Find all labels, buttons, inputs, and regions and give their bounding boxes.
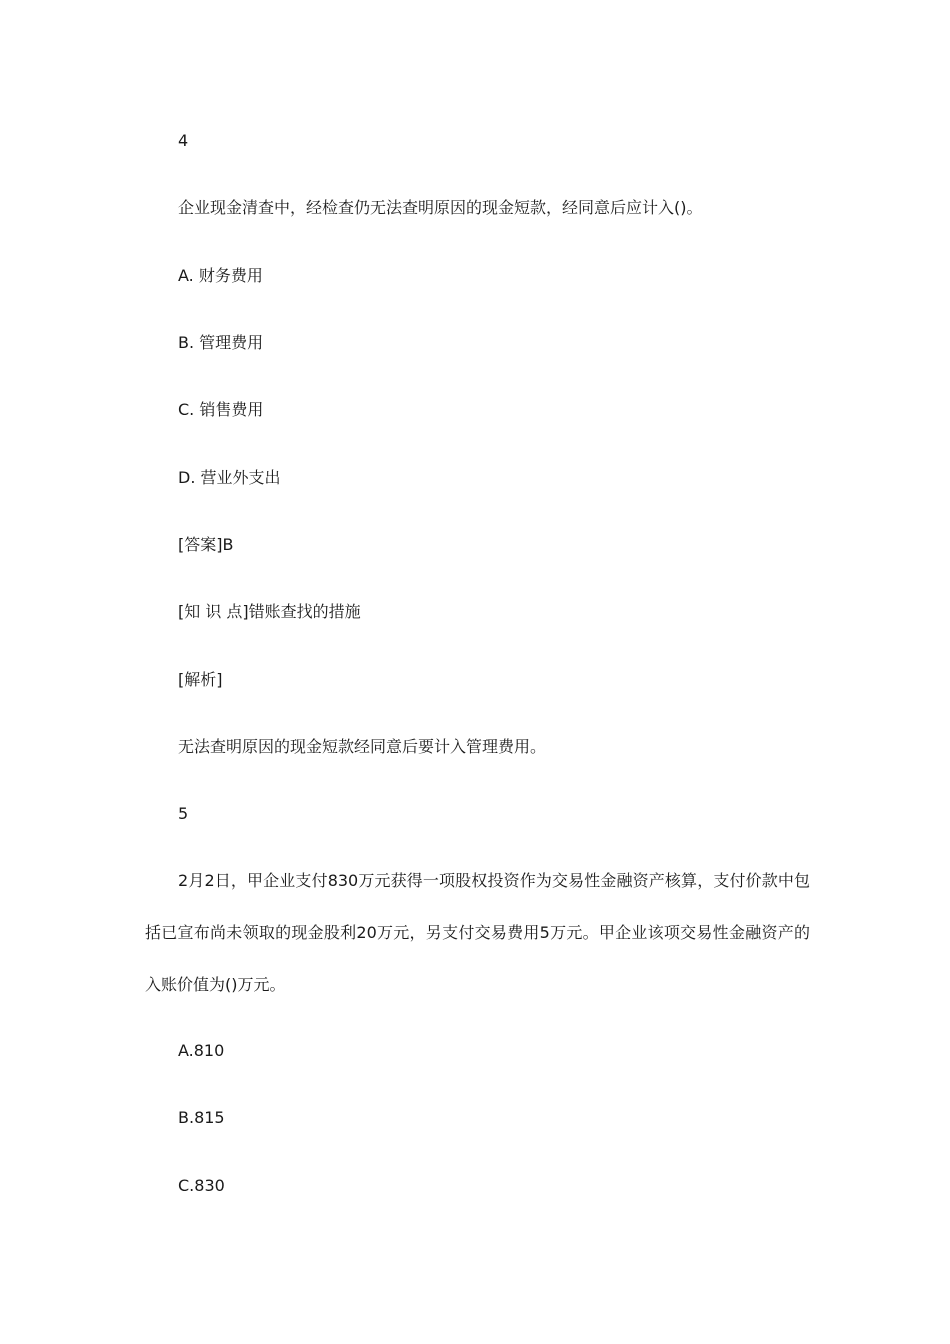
question-4-option-b: B. 管理费用 [178,333,264,352]
question-4-option-c: C. 销售费用 [178,400,264,419]
question-4-option-a: A. 财务费用 [178,266,263,285]
question-5-stem: 2月2日，甲企业支付830万元获得一项股权投资作为交易性金融资产核算，支付价款中包括已宣布尚未领取的现金股利20万元，另支付交易费用5万元。甲企业该项交易性金融资产的入账价值为()万元。 [145,871,810,994]
question-5-option-a: A.810 [178,1041,225,1060]
question-4-analysis: 无法查明原因的现金短款经同意后要计入管理费用。 [178,737,547,756]
question-4-knowledge-point: [知 识 点]错账查找的措施 [178,602,361,621]
question-5-option-c: C.830 [178,1176,225,1195]
question-5-number: 5 [178,804,189,823]
question-4-answer: [答案]B [178,535,234,554]
question-4-option-d: D. 营业外支出 [178,468,281,487]
question-5-option-b: B.815 [178,1108,225,1127]
question-4-analysis-label: [解析] [178,670,223,689]
question-4-stem: 企业现金清查中，经检查仍无法查明原因的现金短款，经同意后应计入()。 [178,198,703,217]
question-4-number: 4 [178,131,189,150]
